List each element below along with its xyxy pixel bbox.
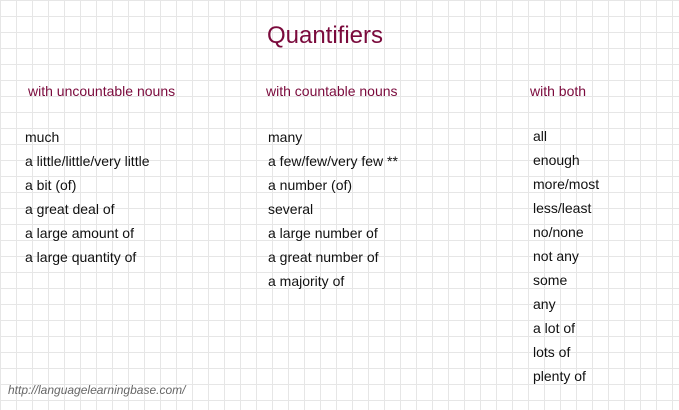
- page-title: Quantifiers: [266, 22, 384, 49]
- column-header-both: with both: [530, 83, 587, 99]
- list-item: a large number of: [268, 225, 378, 241]
- list-item: several: [268, 201, 314, 217]
- list-item: plenty of: [533, 368, 586, 384]
- uncountable-list: [25, 128, 149, 272]
- source-url: http://languagelearningbase.com/: [8, 383, 186, 397]
- list-item: some: [533, 272, 568, 288]
- list-item: a great number of: [268, 249, 379, 265]
- both-list: [533, 127, 599, 391]
- column-header-countable: with countable nouns: [266, 83, 398, 99]
- list-item: less/least: [533, 200, 592, 216]
- list-item: a little/little/very little: [25, 153, 150, 169]
- list-item: a large amount of: [25, 225, 134, 241]
- list-item: much: [25, 129, 60, 145]
- list-item: a few/few/very few **: [268, 153, 398, 169]
- list-item: no/none: [533, 224, 584, 240]
- countable-list: [268, 128, 398, 296]
- column-header-uncountable: with uncountable nouns: [28, 83, 176, 99]
- list-item: enough: [533, 152, 580, 168]
- list-item: all: [533, 128, 548, 144]
- list-item: a number (of): [268, 177, 353, 193]
- list-item: not any: [533, 248, 579, 264]
- list-item: lots of: [533, 344, 571, 360]
- list-item: a lot of: [533, 320, 576, 336]
- list-item: any: [533, 296, 556, 312]
- list-item: a large quantity of: [25, 249, 137, 265]
- list-item: a great deal of: [25, 201, 115, 217]
- list-item: a bit (of): [25, 177, 77, 193]
- list-item: many: [268, 129, 303, 145]
- list-item: more/most: [533, 176, 600, 192]
- list-item: a majority of: [268, 273, 345, 289]
